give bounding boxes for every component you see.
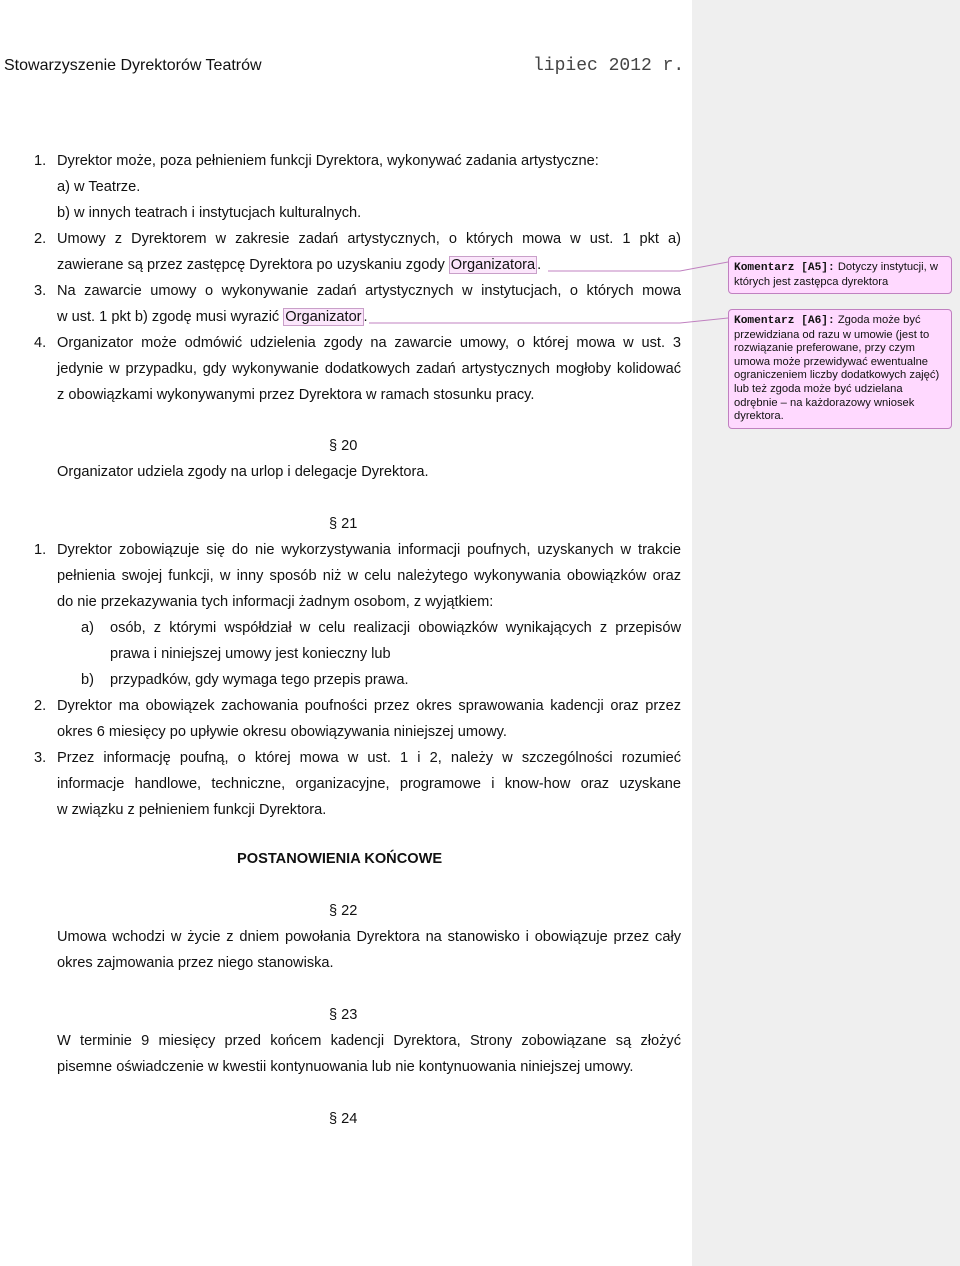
sub-item-label: b) — [81, 672, 94, 688]
text-run: . — [537, 257, 542, 273]
comment-text: Dotyczy instytucji, w których jest zastępca dyrektora — [734, 261, 938, 288]
sub-item-label: a) — [81, 620, 94, 636]
paragraph-line: okres zajmowania przez niego stanowiska. — [57, 955, 334, 971]
paragraph-line: przypadków, gdy wymaga tego przepis prawa. — [110, 672, 409, 688]
commented-text-organizator[interactable]: Organizator — [285, 309, 362, 325]
paragraph-line: do nie przekazywania tych informacji żadnym osobom, z wyjątkiem: — [57, 594, 494, 610]
comment-title: Komentarz [A6]: — [734, 315, 835, 327]
sub-item-a: a) w Teatrze. — [57, 179, 141, 195]
item-number: 2. — [34, 231, 47, 247]
paragraph-line: Przez informację poufną, o której mowa w ust. 1 i 2, należy w szczególności rozumieć — [57, 750, 681, 766]
item-number: 4. — [34, 335, 47, 351]
text-run: w ust. 1 pkt b) zgodę musi wyrazić — [57, 309, 284, 325]
section-heading: § 24 — [329, 1111, 358, 1127]
paragraph-line: Umowa wchodzi w życie z dniem powołania Dyrektora na stanowisko i obowiązuje przez cały — [57, 929, 681, 945]
paragraph-line — [57, 308, 368, 326]
comment-title: Komentarz [A5]: — [734, 262, 835, 274]
item-number: 1. — [34, 542, 47, 558]
paragraph-line: Dyrektor może, poza pełnieniem funkcji Dyrektora, wykonywać zadania artystyczne: — [57, 153, 599, 169]
paragraph-line: Umowy z Dyrektorem w zakresie zadań artystycznych, o których mowa w ust. 1 pkt a) — [57, 231, 681, 247]
paragraph-line: okres 6 miesięcy po upływie okresu obowiązywania niniejszej umowy. — [57, 724, 507, 740]
paragraph-line: informacje handlowe, techniczne, organizacyjne, programowe i know-how oraz uzyskane — [57, 776, 681, 792]
text-run: . — [363, 309, 368, 325]
paragraph-line: Organizator udziela zgody na urlop i delegacje Dyrektora. — [57, 464, 429, 480]
paragraph-line — [57, 256, 541, 274]
paragraph-line: pisemne oświadczenie w kwestii kontynuowania lub nie kontynuowania niniejszej umowy. — [57, 1059, 634, 1075]
paragraph-line: z obowiązkami wykonywanymi przez Dyrektora w ramach stosunku pracy. — [57, 387, 535, 403]
section-heading: § 22 — [329, 903, 358, 919]
comment-a6[interactable] — [728, 309, 952, 429]
paragraph-line: W terminie 9 miesięcy przed końcem kadencji Dyrektora, Strony zobowiązane są złożyć — [57, 1033, 681, 1049]
section-heading: § 23 — [329, 1007, 358, 1023]
paragraph-line: osób, z którymi współdział w celu realizacji obowiązków wynikających z przepisów — [110, 620, 681, 636]
commented-text-organizatora[interactable]: Organizatora — [450, 257, 536, 273]
sub-item-b: b) w innych teatrach i instytucjach kulturalnych. — [57, 205, 362, 221]
item-number: 1. — [34, 153, 47, 169]
text-run: zawierane są przez zastępcę Dyrektora po uzyskaniu zgody — [57, 257, 449, 273]
header-date: lipiec 2012 r. — [533, 56, 685, 76]
item-number: 3. — [34, 283, 47, 299]
item-number: 2. — [34, 698, 47, 714]
header-organization: Stowarzyszenie Dyrektorów Teatrów — [4, 57, 262, 74]
paragraph-line: Dyrektor zobowiązuje się do nie wykorzystywania informacji poufnych, uzyskanych w trakcie — [57, 542, 681, 558]
comment-text: Zgoda może być przewidziana od razu w umowie (jest to rozwiązanie preferowane, przy czym umowa może przewidywać ewentualne ograniczeniem liczby dodatkowych zajęć) lub też zgoda może być udzielana odrębnie – na każdorazowy wniosek dyrektora. — [734, 314, 940, 423]
comment-a5[interactable] — [728, 256, 952, 294]
paragraph-line: prawa i niniejszej umowy jest konieczny lub — [110, 646, 391, 662]
paragraph-line: Na zawarcie umowy o wykonywanie zadań artystycznych w instytucjach, o których mowa — [57, 283, 681, 299]
paragraph-line: pełnienia swojej funkcji, w inny sposób niż w celu należytego wykonywania obowiązków oraz — [57, 568, 681, 584]
comments-margin — [692, 0, 960, 1266]
paragraph-line: Dyrektor ma obowiązek zachowania poufności przez okres sprawowania kadencji oraz przez — [57, 698, 681, 714]
paragraph-line: Organizator może odmówić udzielenia zgody na zawarcie umowy, o której mowa w ust. 3 — [57, 335, 681, 351]
paragraph-line: jedynie w przypadku, gdy wykonywanie dodatkowych zadań artystycznych mogłoby kolidować — [57, 361, 681, 377]
paragraph-line: w związku z pełnieniem funkcji Dyrektora. — [57, 802, 327, 818]
section-heading: § 20 — [329, 438, 358, 454]
section-heading: § 21 — [329, 516, 358, 532]
comment-connector-a6 — [369, 318, 728, 323]
final-provisions-heading: POSTANOWIENIA KOŃCOWE — [237, 851, 443, 867]
item-number: 3. — [34, 750, 47, 766]
